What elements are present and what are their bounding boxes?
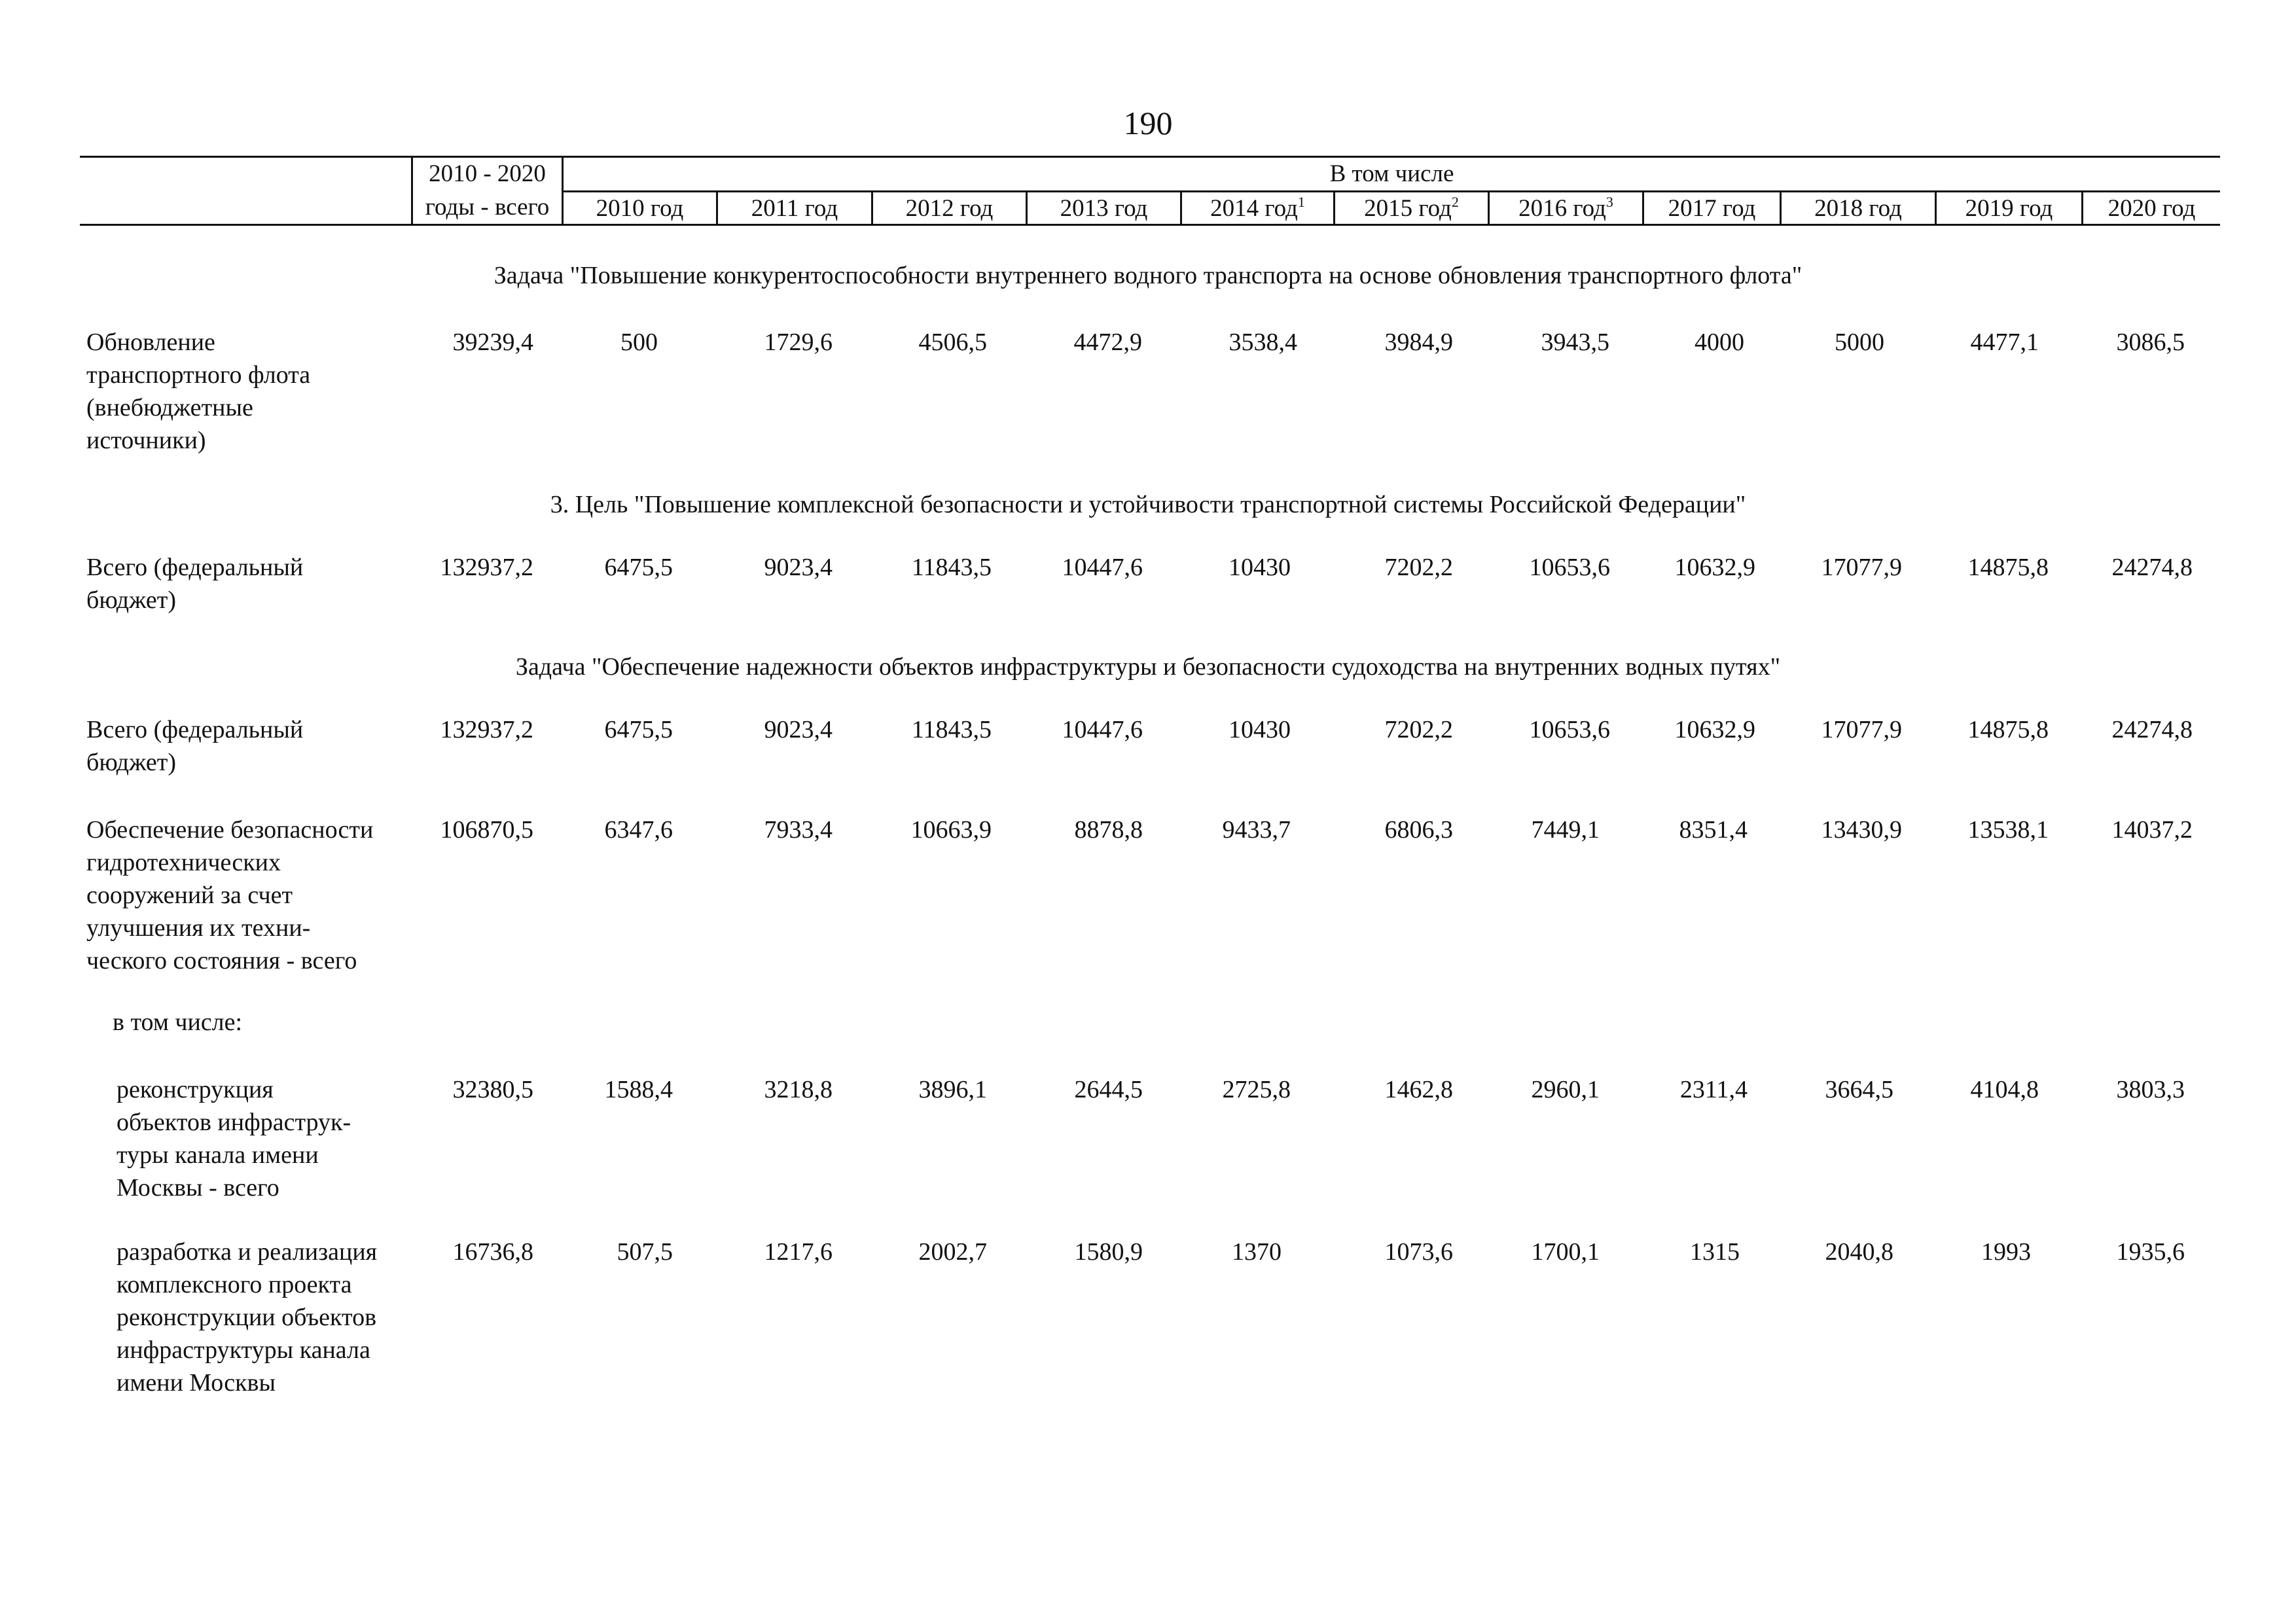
- cell-2014: 3538,4: [1229, 329, 1297, 356]
- header-year-2018: 2018 год: [1814, 195, 1902, 222]
- section-title-task-infrastructure: Задача "Обеспечение надежности объектов инфраструктуры и безопасности судоходства на внутренних водных путях": [515, 653, 1781, 681]
- cell-total: 106870,5: [440, 816, 533, 844]
- header-year-2010: 2010 год: [596, 195, 684, 222]
- header-group-label: В том числе: [1329, 160, 1454, 187]
- cell-2018: 5000: [1835, 329, 1884, 356]
- header-year-2016: 2016 год$^3$: [1518, 194, 1613, 222]
- header-total-line1: 2010 - 2020: [429, 160, 546, 187]
- header-year-2019: 2019 год: [1965, 195, 2053, 222]
- row-label-fleet-renewal: [86, 326, 414, 457]
- row-label-line: Москвы - всего: [117, 1174, 279, 1202]
- cell-2015: 1073,6: [1384, 1238, 1453, 1266]
- cell-2010: 500: [620, 329, 658, 356]
- cell-total: 132937,2: [440, 716, 533, 743]
- cell-2018: 3664,5: [1825, 1076, 1893, 1103]
- cell-2012: 3896,1: [918, 1076, 987, 1103]
- cell-2017: 10632,9: [1674, 554, 1755, 581]
- cell-2016: 2960,1: [1531, 1076, 1600, 1103]
- cell-2012: 2002,7: [918, 1238, 987, 1266]
- cell-2012: 11843,5: [911, 716, 992, 743]
- row-label-hydro-safety: [86, 813, 427, 977]
- row-label-line: Всего (федеральный: [86, 554, 304, 581]
- row-label-line: объектов инфраструк-: [117, 1109, 351, 1136]
- row-label-line: Обновление: [86, 329, 215, 356]
- cell-2010: 6475,5: [604, 716, 673, 743]
- header-year-2017: 2017 год: [1668, 195, 1756, 222]
- cell-2014: 10430: [1229, 554, 1291, 581]
- cell-total: 39239,4: [452, 329, 533, 356]
- header-total-line2: годы - всего: [425, 194, 550, 221]
- cell-2019: 4104,8: [1970, 1076, 2039, 1103]
- cell-2015: 3984,9: [1384, 329, 1453, 356]
- cell-2014: 9433,7: [1222, 816, 1291, 844]
- cell-2012: 11843,5: [911, 554, 992, 581]
- cell-2014: 10430: [1229, 716, 1291, 743]
- row-label-line: в том числе:: [113, 1008, 243, 1036]
- cell-2020: 3803,3: [2116, 1076, 2185, 1103]
- cell-2019: 14875,8: [1967, 554, 2049, 581]
- row-label-total-federal-goal3: [86, 551, 414, 616]
- cell-2016: 10653,6: [1529, 554, 1610, 581]
- row-label-line: ческого состояния - всего: [86, 947, 357, 974]
- cell-2019: 1993: [1981, 1238, 2031, 1266]
- cell-2015: 6806,3: [1384, 816, 1453, 844]
- cell-2016: 10653,6: [1529, 716, 1610, 743]
- section-title-goal-3: 3. Цель "Повышение комплексной безопасности и устойчивости транспортной системы Российской Федерации": [550, 491, 1746, 518]
- cell-2019: 4477,1: [1970, 329, 2039, 356]
- cell-2014: 1370: [1232, 1238, 1282, 1266]
- page-number: 190: [1123, 105, 1173, 141]
- row-label-line: реконструкция: [117, 1076, 274, 1103]
- cell-total: 132937,2: [440, 554, 533, 581]
- cell-2010: 6475,5: [604, 554, 673, 581]
- row-label-line: (внебюджетные: [86, 394, 253, 421]
- cell-2020: 24274,8: [2111, 716, 2193, 743]
- cell-2017: 10632,9: [1674, 716, 1755, 743]
- cell-2018: 17077,9: [1821, 554, 1902, 581]
- cell-2011: 7933,4: [764, 816, 833, 844]
- cell-2020: 1935,6: [2116, 1238, 2185, 1266]
- row-label-total-federal-task: [86, 713, 414, 779]
- row-label-line: источники): [86, 427, 206, 454]
- cell-total: 32380,5: [452, 1076, 533, 1103]
- header-year-2015: 2015 год$^2$: [1364, 194, 1459, 222]
- row-label-line: транспортного флота: [86, 361, 311, 389]
- cell-2012: 4506,5: [918, 329, 987, 356]
- row-label-line: улучшения их техни-: [86, 914, 311, 942]
- cell-2014: 2725,8: [1222, 1076, 1291, 1103]
- row-label-line: инфраструктуры канала: [117, 1336, 370, 1364]
- cell-2018: 2040,8: [1825, 1238, 1893, 1266]
- cell-2016: 3943,5: [1541, 329, 1609, 356]
- cell-2013: 10447,6: [1062, 716, 1143, 743]
- cell-2010: 507,5: [617, 1238, 673, 1266]
- row-label-complex-project: [117, 1236, 424, 1399]
- cell-2020: 3086,5: [2116, 329, 2185, 356]
- cell-2017: 8351,4: [1679, 816, 1748, 844]
- cell-2013: 1580,9: [1074, 1238, 1143, 1266]
- header-top-rule: [80, 156, 2220, 158]
- row-label-line: реконструкции объектов: [117, 1304, 377, 1331]
- header-bottom-rule: [80, 224, 2220, 226]
- cell-2012: 10663,9: [910, 816, 992, 844]
- cell-2011: 1729,6: [764, 329, 833, 356]
- row-label-line: бюджет): [86, 586, 177, 614]
- cell-2019: 13538,1: [1967, 816, 2049, 844]
- cell-2017: 2311,4: [1679, 1076, 1748, 1103]
- header-year-2013: 2013 год: [1060, 195, 1148, 222]
- cell-2017: 4000: [1695, 329, 1744, 356]
- row-label-line: комплексного проекта: [117, 1271, 352, 1298]
- cell-2010: 1588,4: [604, 1076, 673, 1103]
- cell-2019: 14875,8: [1967, 716, 2049, 743]
- header-year-2011: 2011 год: [751, 195, 838, 222]
- row-label-line: разработка и реализация: [117, 1238, 378, 1266]
- header-mid-rule: [563, 190, 2220, 192]
- row-label-line: бюджет): [86, 749, 177, 776]
- cell-2011: 9023,4: [764, 716, 833, 743]
- cell-2013: 2644,5: [1074, 1076, 1143, 1103]
- row-label-line: сооружений за счет: [86, 882, 293, 909]
- section-title-task-fleet: Задача "Повышение конкурентоспособности внутреннего водного транспорта на основе обновления транспортного флота": [493, 262, 1803, 289]
- cell-2018: 17077,9: [1821, 716, 1902, 743]
- cell-total: 16736,8: [452, 1238, 533, 1266]
- cell-2011: 3218,8: [764, 1076, 833, 1103]
- cell-2020: 14037,2: [2111, 816, 2193, 844]
- row-label-including: [113, 1006, 440, 1039]
- header-year-2014: 2014 год$^1$: [1210, 194, 1305, 222]
- cell-2011: 1217,6: [764, 1238, 833, 1266]
- row-label-line: имени Москвы: [117, 1369, 276, 1397]
- cell-2015: 7202,2: [1384, 554, 1453, 581]
- row-label-line: Всего (федеральный: [86, 716, 304, 743]
- cell-2011: 9023,4: [764, 554, 833, 581]
- cell-2013: 8878,8: [1074, 816, 1143, 844]
- cell-2018: 13430,9: [1821, 816, 1902, 844]
- cell-2013: 4472,9: [1073, 329, 1142, 356]
- cell-2016: 7449,1: [1531, 816, 1600, 844]
- cell-2015: 1462,8: [1384, 1076, 1453, 1103]
- row-label-line: гидротехнических: [86, 849, 281, 876]
- cell-2017: 1315: [1690, 1238, 1740, 1266]
- header-year-2020: 2020 год: [2108, 195, 2196, 222]
- cell-2013: 10447,6: [1062, 554, 1143, 581]
- cell-2016: 1700,1: [1531, 1238, 1600, 1266]
- row-label-line: туры канала имени: [117, 1141, 319, 1169]
- cell-2015: 7202,2: [1384, 716, 1453, 743]
- row-label-canal-reconstruction: [117, 1073, 444, 1204]
- cell-2010: 6347,6: [604, 816, 673, 844]
- cell-2020: 24274,8: [2111, 554, 2193, 581]
- row-label-line: Обеспечение безопасности: [86, 816, 374, 844]
- header-year-2012: 2012 год: [905, 195, 994, 222]
